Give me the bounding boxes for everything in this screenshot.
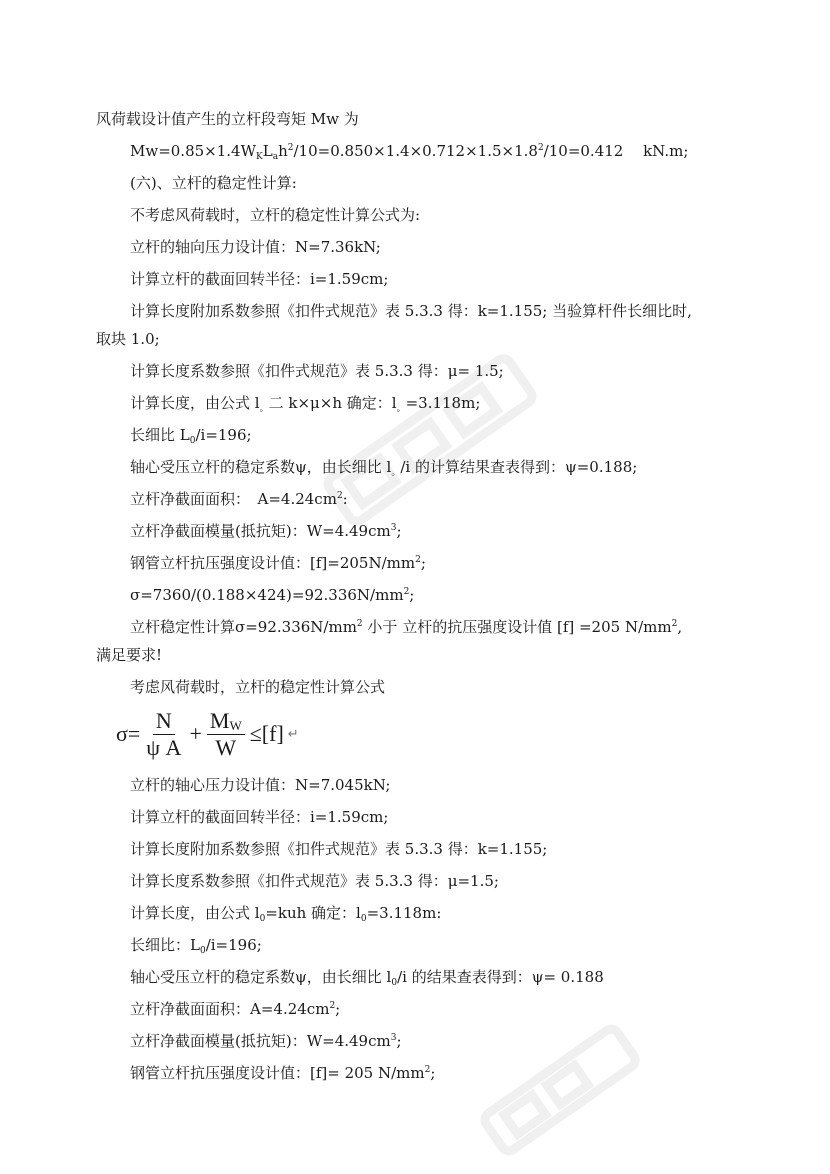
text-run: σ=7360/(0.188×424)=92.336N/mm (130, 586, 404, 604)
text-run: 考虑风荷载时，立杆的稳定性计算公式 (130, 678, 386, 696)
text-run: Mw=0.85×1.4W (130, 142, 257, 160)
formula-m: M (209, 708, 230, 734)
text-run: /10=0.850×1.4×0.712×1.5×1.8 (293, 142, 538, 160)
text-line (96, 419, 736, 451)
text-line (96, 451, 736, 483)
text-line (96, 199, 736, 231)
text-line (96, 483, 736, 515)
text-line (96, 167, 736, 199)
text-line (96, 993, 736, 1025)
superscript: 2 (424, 1065, 431, 1075)
text-run: 立杆的轴心压力设计值：N=7.045kN; (130, 776, 391, 794)
text-run: 轴心受压立杆的稳定系数ψ，由长细比 l (130, 458, 392, 476)
subscript: a (272, 152, 279, 162)
text-run: 立杆净截面模量(抵抗矩)：W=4.49cm (130, 1032, 391, 1050)
subscript: 。 (259, 404, 269, 414)
text-run: (六)、立杆的稳定性计算: (130, 174, 297, 192)
text-run: ; (430, 1064, 436, 1082)
text-line (96, 323, 736, 355)
superscript: 3 (390, 1033, 397, 1043)
text-run: /i=196; (195, 426, 252, 444)
text-run: 长细比：L (130, 936, 200, 954)
formula-fraction-mw (207, 709, 245, 758)
text-run: 计算立杆的截面回转半径：i=1.59cm; (130, 808, 389, 826)
text-run: ; (420, 554, 426, 572)
superscript: 2 (356, 619, 363, 629)
text-run: 计算长度，由公式 l (130, 904, 260, 922)
text-run: 长细比 L (130, 426, 190, 444)
text-line (96, 1025, 736, 1057)
text-run: 计算长度附加系数参照《扣件式规范》表 5.3.3 得：k=1.155; 当验算杆件长细比时, (130, 302, 692, 320)
superscript: 2 (336, 491, 343, 501)
superscript: 2 (537, 143, 544, 153)
text-run: 计算立杆的截面回转半径：i=1.59cm; (130, 270, 389, 288)
superscript: 3 (390, 523, 397, 533)
superscript: 2 (415, 555, 421, 565)
return-mark-icon: ↵ (287, 726, 299, 742)
text-line (96, 639, 736, 671)
superscript: 2 (287, 143, 294, 153)
text-block-lower (96, 769, 736, 1089)
superscript: 2 (671, 619, 678, 629)
text-run: 计算长度，由公式 l (130, 394, 260, 412)
subscript: 。 (391, 468, 401, 478)
formula-plus: + (189, 721, 202, 746)
text-line (96, 897, 736, 929)
text-run: 风荷载设计值产生的立杆段弯矩 Mw 为 (96, 110, 359, 128)
subscript: 0 (391, 978, 398, 988)
text-run: 立杆稳定性计算σ=92.336N/mm (130, 618, 357, 636)
text-run: =kuh 确定：l (265, 904, 361, 922)
subscript: 0 (360, 914, 367, 924)
text-line (96, 769, 736, 801)
text-line (96, 1057, 736, 1089)
text-run: 立杆净截面面积： A=4.24cm (130, 490, 337, 508)
subscript: 0 (199, 946, 206, 956)
text-run: 计算长度附加系数参照《扣件式规范》表 5.3.3 得：k=1.155; (130, 840, 548, 858)
text-run: 计算长度系数参照《扣件式规范》表 5.3.3 得：μ= 1.5; (130, 362, 504, 380)
text-line (96, 103, 736, 135)
text-line (96, 833, 736, 865)
formula-fraction-n (143, 709, 184, 758)
subscript: 0 (189, 436, 196, 446)
text-line (96, 865, 736, 897)
formula-lhs: σ= (116, 721, 141, 746)
text-run: 轴心受压立杆的稳定系数ψ，由长细比 l (130, 968, 392, 986)
formula-denominator-w: W (215, 734, 237, 760)
text-run: /i=196; (205, 936, 262, 954)
text-line (96, 801, 736, 833)
subscript: K (256, 152, 263, 162)
text-run: : (342, 490, 348, 508)
text-run: /i 的计算结果查表得到：ψ=0.188; (400, 458, 638, 476)
subscript: 。 (396, 404, 406, 414)
text-run: /i 的结果查表得到：ψ= 0.188 (397, 968, 604, 986)
formula-numerator-mw (207, 709, 245, 734)
text-line (96, 231, 736, 263)
text-line (96, 579, 736, 611)
text-line (96, 671, 736, 703)
text-run: 满足要求! (96, 646, 163, 664)
text-run: h (278, 142, 288, 160)
text-run: 取块 1.0; (96, 330, 160, 348)
text-run: ; (409, 586, 415, 604)
text-run: 钢管立杆抗压强度设计值：[f]= 205 N/mm (130, 1064, 425, 1082)
text-run: ; (396, 522, 402, 540)
text-line (96, 611, 736, 643)
text-line (96, 263, 736, 295)
text-run: ; (396, 1032, 402, 1050)
document-body (96, 103, 736, 1089)
text-run: 不考虑风荷载时，立杆的稳定性计算公式为: (130, 206, 421, 224)
text-run: =3.118m; (405, 394, 481, 412)
formula-numerator-n: N (153, 709, 175, 734)
text-run: , (677, 618, 683, 636)
text-line (96, 929, 736, 961)
text-line (96, 355, 736, 387)
subscript: 0 (259, 914, 266, 924)
text-run: 立杆净截面面积：A=4.24cm (130, 1000, 330, 1018)
text-line (96, 961, 736, 993)
text-run: 计算长度系数参照《扣件式规范》表 5.3.3 得：μ=1.5; (130, 872, 499, 890)
formula-denominator-psi-a: ψ A (146, 734, 182, 760)
text-line (96, 515, 736, 547)
text-run: =3.118m: (366, 904, 442, 922)
stability-formula (116, 705, 736, 763)
text-block-upper (96, 103, 736, 703)
text-line (96, 295, 736, 327)
text-line (96, 547, 736, 579)
text-run: 立杆净截面模量(抵抗矩)：W=4.49cm (130, 522, 391, 540)
text-line (96, 135, 736, 167)
text-line (96, 387, 736, 419)
text-run: 小于 立杆的抗压强度设计值 [f] =205 N/mm (362, 618, 672, 636)
text-run: /10=0.412 kN.m; (543, 142, 689, 160)
text-run: L (262, 142, 273, 160)
superscript: 2 (403, 587, 410, 597)
text-run: 钢管立杆抗压强度设计值：[f]=205N/mm (130, 554, 416, 572)
text-run: 立杆的轴向压力设计值：N=7.36kN; (130, 238, 381, 256)
superscript: 2 (329, 1001, 336, 1011)
text-run: 二 k×μ×h 确定：l (268, 394, 397, 412)
text-run: ; (335, 1000, 341, 1018)
formula-rhs: ≤[f] (249, 721, 284, 746)
formula-w-subscript: W (229, 718, 242, 734)
